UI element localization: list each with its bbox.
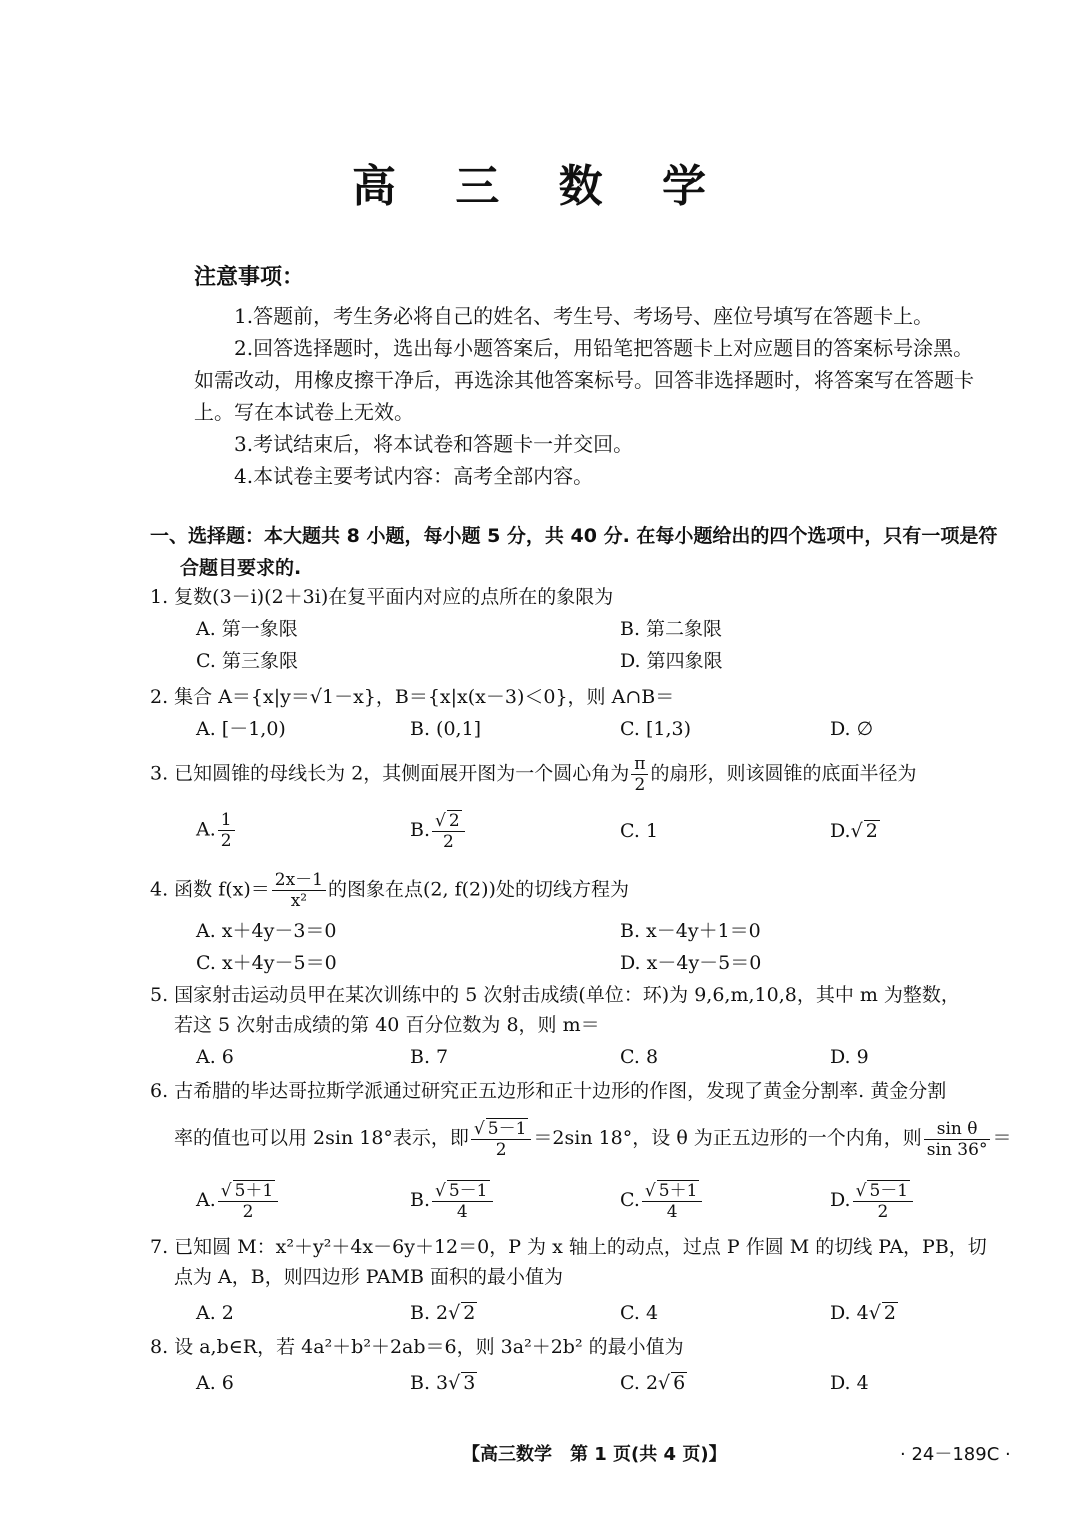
q2-option-d: D. ∅	[830, 718, 874, 740]
notice-heading: 注意事项：	[194, 265, 305, 290]
q6-d-radicand: 5－1	[869, 1181, 909, 1201]
q2-option-a: A. [－1,0)	[196, 718, 286, 740]
question-4-stem	[150, 870, 1010, 911]
q6-c-radicand: 5＋1	[658, 1181, 698, 1201]
q3-d-radicand: 2	[865, 820, 878, 842]
q5-line2: 若这 5 次射击成绩的第 40 百分位数为 8，则 m＝	[174, 1014, 600, 1036]
q6-line2-text: 率的值也可以用 2sin 18°表示，即	[174, 1127, 469, 1149]
q6-golden-radicand: 5－1	[487, 1119, 527, 1139]
q8-c-radicand: 6	[673, 1372, 686, 1394]
q6-golden-den: 2	[495, 1140, 507, 1160]
q6-c-label: C.	[620, 1189, 640, 1211]
q6-d-label: D.	[830, 1189, 851, 1211]
q1-option-c: C. 第三象限	[196, 650, 298, 672]
q4-fraction	[272, 870, 326, 911]
q1-option-d: D. 第四象限	[620, 650, 723, 672]
q4-stem-text: 4. 函数 f(x)＝	[150, 878, 270, 901]
q6-option-c	[620, 1180, 704, 1222]
page-title: 高 三 数 学	[352, 161, 728, 212]
q3-option-b	[410, 810, 467, 852]
q6-d-fraction	[853, 1180, 913, 1222]
q7-option-d: D. 4√ 2	[830, 1302, 896, 1324]
q8-option-b: B. 3√ 3	[410, 1372, 476, 1394]
question-6-line1: 6. 古希腊的毕达哥拉斯学派通过研究正五边形和正十边形的作图，发现了黄金分割率. 黄金分割	[150, 1080, 947, 1102]
q6-c-num: √ 5＋1	[642, 1180, 702, 1202]
section-heading-line1: 一、选择题：本大题共 8 小题，每小题 5 分，共 40 分. 在每小题给出的四个选项中，只有一项是符	[150, 525, 998, 547]
footer-exam-code: · 24－189C ·	[900, 1444, 1011, 1465]
q6-a-den: 2	[242, 1202, 254, 1222]
q4-option-c: C. x＋4y－5＝0	[196, 952, 337, 974]
q3-a-den: 2	[220, 831, 232, 851]
q6-a-label: A.	[196, 1189, 216, 1211]
q7-option-a: A. 2	[196, 1302, 234, 1324]
q1-option-b: B. 第二象限	[620, 618, 723, 640]
notice-item-2: 2.回答选择题时，选出每小题答案后，用铅笔把答题卡上对应题目的答案标号涂黑。如需改动，用橡皮擦干净后，再选涂其他答案标号。回答非选择题时，将答案写在答题卡上。写在本试卷上无效。	[194, 336, 974, 424]
q4-num: 2x－1	[272, 870, 326, 891]
q3-a-num: 1	[218, 810, 235, 831]
q3-angle-num: π	[631, 754, 648, 775]
q4-stem-text-end: 的图象在点(2, f(2))处的切线方程为	[328, 878, 629, 901]
q3-b-radicand: 2	[448, 811, 460, 831]
q6-a-num: √ 5＋1	[218, 1180, 278, 1202]
question-4-options	[196, 916, 1016, 980]
section-heading	[150, 520, 1000, 584]
q7-d-label: D. 4	[830, 1302, 869, 1324]
q6-line2-end: ＝	[992, 1127, 1012, 1149]
q6-a-fraction	[218, 1180, 278, 1222]
question-1-stem: 1. 复数(3－i)(2＋3i)在复平面内对应的点所在的象限为	[150, 586, 614, 608]
q6-b-fraction	[432, 1180, 492, 1222]
question-5-options	[196, 1042, 1016, 1074]
q3-angle-den: 2	[634, 775, 646, 795]
q6-ratio-fraction	[924, 1119, 991, 1160]
q7-option-b: B. 2√ 2	[410, 1302, 476, 1324]
question-6-options	[196, 1180, 1016, 1224]
question-2-stem: 2. 集合 A＝{x|y＝√1－x}，B＝{x|x(x－3)＜0}，则 A∩B＝	[150, 686, 675, 708]
q7-d-radicand: 2	[883, 1302, 896, 1324]
question-7-options	[196, 1298, 1016, 1330]
q7-line2: 点为 A，B，则四边形 PAMB 面积的最小值为	[174, 1266, 563, 1288]
question-8-stem: 8. 设 a,b∈R，若 4a²＋b²＋2ab＝6，则 3a²＋2b² 的最小值为	[150, 1336, 684, 1358]
q1-option-a: A. 第一象限	[196, 618, 298, 640]
question-1-options	[196, 614, 1016, 678]
q8-b-radicand: 3	[463, 1372, 476, 1394]
q2-option-c: C. [1,3)	[620, 718, 691, 740]
q8-c-label: C. 2	[620, 1372, 659, 1394]
q5-option-b: B. 7	[410, 1046, 449, 1068]
notice-item-4: 4.本试卷主要考试内容：高考全部内容。	[234, 464, 594, 488]
q3-d-label: D.	[830, 820, 851, 842]
q6-b-den: 4	[456, 1202, 468, 1222]
notice-item-3: 3.考试结束后，将本试卷和答题卡一并交回。	[234, 432, 634, 456]
question-8-options	[196, 1368, 1016, 1400]
question-3-stem	[150, 754, 1010, 795]
question-7-stem	[150, 1232, 1010, 1292]
q6-c-fraction	[642, 1180, 702, 1222]
notice-item-1: 1.答题前，考生务必将自己的姓名、考生号、考场号、座位号填写在答题卡上。	[234, 304, 934, 328]
q3-option-c: C. 1	[620, 820, 659, 842]
q3-a-label: A.	[196, 818, 216, 841]
q4-den: x²	[290, 891, 308, 911]
question-2-options	[196, 714, 1016, 746]
q6-c-den: 4	[666, 1202, 678, 1222]
q6-golden-num: √ 5－1	[471, 1118, 531, 1140]
q6-option-b	[410, 1180, 495, 1222]
q7-b-radicand: 2	[463, 1302, 476, 1324]
q3-angle-fraction	[631, 754, 648, 795]
question-5-stem	[150, 980, 1010, 1040]
q6-b-radicand: 5－1	[448, 1181, 488, 1201]
q2-option-b: B. (0,1]	[410, 718, 482, 740]
q6-ratio-num: sin θ	[924, 1119, 991, 1140]
question-3-options	[196, 810, 1016, 854]
q5-option-c: C. 8	[620, 1046, 659, 1068]
q4-option-d: D. x－4y－5＝0	[620, 952, 762, 974]
section-heading-line2: 合题目要求的.	[180, 557, 302, 579]
q6-d-den: 2	[877, 1202, 889, 1222]
q6-line2-mid: ＝2sin 18°，设 θ 为正五边形的一个内角，则	[533, 1127, 922, 1149]
q8-b-label: B. 3	[410, 1372, 449, 1394]
q3-stem-text: 3. 已知圆锥的母线长为 2，其侧面展开图为一个圆心角为	[150, 762, 630, 785]
q3-b-num: √ 2	[432, 810, 465, 832]
q6-golden-fraction	[471, 1118, 531, 1160]
q3-a-fraction	[218, 810, 235, 851]
notice-block	[194, 262, 984, 492]
q7-line1: 7. 已知圆 M：x²＋y²＋4x－6y＋12＝0，P 为 x 轴上的动点，过点 P 作圆 M 的切线 PA，PB，切	[150, 1236, 987, 1258]
q8-option-d: D. 4	[830, 1372, 869, 1394]
q4-option-b: B. x－4y＋1＝0	[620, 920, 761, 942]
footer-page-info: 【高三数学 第 1 页(共 4 页)】	[462, 1444, 727, 1465]
q6-option-d	[830, 1180, 915, 1222]
question-6-line2	[174, 1118, 1034, 1160]
q8-option-a: A. 6	[196, 1372, 234, 1394]
q7-option-c: C. 4	[620, 1302, 659, 1324]
q3-stem-text-end: 的扇形，则该圆锥的底面半径为	[650, 762, 917, 785]
q5-option-d: D. 9	[830, 1046, 869, 1068]
q5-line1: 5. 国家射击运动员甲在某次训练中的 5 次射击成绩(单位：环)为 9,6,m,10,8，其中 m 为整数，	[150, 984, 960, 1006]
q6-b-num: √ 5－1	[432, 1180, 492, 1202]
q6-d-num: √ 5－1	[853, 1180, 913, 1202]
q3-b-den: 2	[442, 832, 454, 852]
q3-option-a	[196, 810, 237, 851]
q6-ratio-den: sin 36°	[926, 1139, 988, 1160]
q5-option-a: A. 6	[196, 1046, 234, 1068]
q3-b-fraction	[432, 810, 465, 852]
q8-option-c: C. 2√ 6	[620, 1372, 686, 1394]
q6-option-a	[196, 1180, 280, 1222]
q4-option-a: A. x＋4y－3＝0	[196, 920, 337, 942]
q6-b-label: B.	[410, 1189, 431, 1211]
q6-a-radicand: 5＋1	[234, 1181, 274, 1201]
q3-b-label: B.	[410, 819, 431, 841]
q7-b-label: B. 2	[410, 1302, 449, 1324]
q3-option-d: D.√ 2	[830, 820, 878, 842]
